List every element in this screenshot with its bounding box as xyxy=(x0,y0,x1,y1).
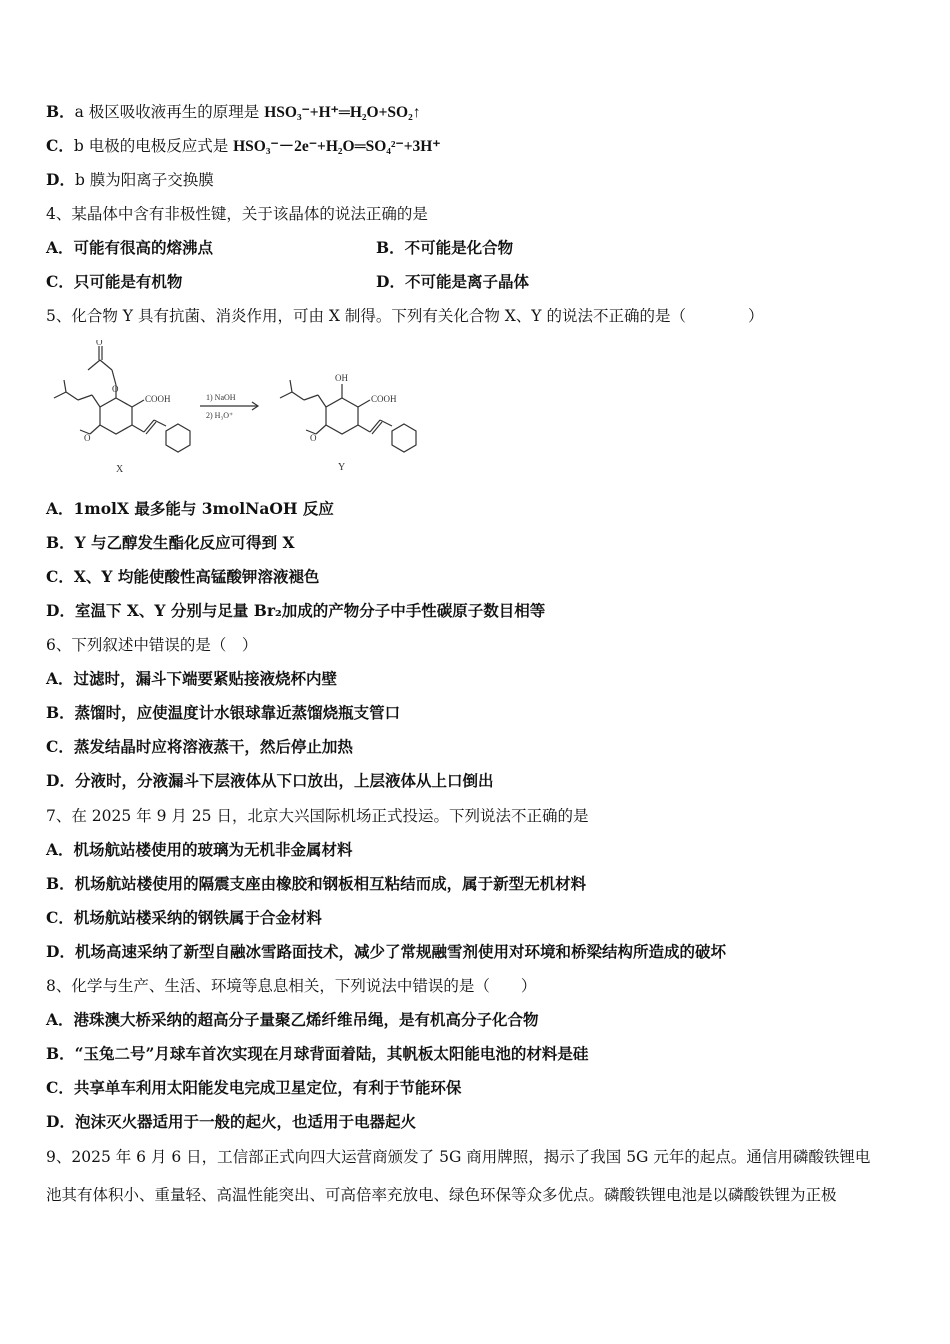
x-methoxy-oxygen-label: O xyxy=(84,433,91,443)
q7-option-d: D．机场高速采纳了新型自融冰雪路面技术，减少了常规融雪剂使用对环境和桥梁结构所造成的破坏 xyxy=(46,942,726,961)
q8-option-d: D．泡沫灭火器适用于一般的起火，也适用于电器起火 xyxy=(46,1112,416,1131)
q6-option-c: C．蒸发结晶时应将溶液蒸干，然后停止加热 xyxy=(46,737,353,756)
q6-option-a: A．过滤时，漏斗下端要紧贴接液烧杯内壁 xyxy=(46,669,338,688)
reagent-2: 2) H₃O⁺ xyxy=(206,411,234,420)
q3-option-c-text: b 电极的电极反应式是 xyxy=(73,137,234,155)
q3-option-b-text: a 极区吸收液再生的原理是 xyxy=(74,103,265,121)
q6-stem: 6、下列叙述中错误的是（ ） xyxy=(46,636,258,654)
q8-option-c: C．共享单车利用太阳能发电完成卫星定位，有利于节能环保 xyxy=(46,1078,462,1097)
q7-option-a: A．机场航站楼使用的玻璃为无机非金属材料 xyxy=(46,840,353,859)
y-oh-label: OH xyxy=(335,373,348,383)
q7-option-c: C．机场航站楼采纳的钢铁属于合金材料 xyxy=(46,908,322,927)
q5-option-a: A．1molX 最多能与 3molNaOH 反应 xyxy=(46,499,334,518)
q7-option-b: B．机场航站楼使用的隔震支座由橡胶和钢板相互粘结而成，属于新型无机材料 xyxy=(46,874,587,893)
q9-stem-line2: 池其有体积小、重量轻、高温性能突出、可高倍率充放电、绿色环保等众多优点。磷酸铁锂电池是以磷酸铁锂为正极 xyxy=(46,1186,837,1204)
x-ester-oxygen-label: O xyxy=(112,384,119,394)
x-benzene-ring xyxy=(100,398,132,434)
q3-option-d-text: b 膜为阳离子交换膜 xyxy=(74,171,214,189)
q3-option-b-label: B． xyxy=(46,102,75,121)
q5-option-b: B．Y 与乙醇发生酯化反应可得到 X xyxy=(46,533,295,552)
compound-x-label: X xyxy=(116,464,124,475)
q4-option-c: C．只可能是有机物 xyxy=(46,272,183,291)
q4-stem: 4、某晶体中含有非极性键，关于该晶体的说法正确的是 xyxy=(46,205,428,223)
q5-option-d: D．室温下 X、Y 分别与足量 Br₂加成的产物分子中手性碳原子数目相等 xyxy=(46,601,546,620)
x-oxygen-label: O xyxy=(96,340,103,347)
q8-stem: 8、化学与生产、生活、环境等息息相关，下列说法中错误的是（ ） xyxy=(46,977,537,995)
q8-option-b: B．“玉兔二号”月球车首次实现在月球背面着陆，其帆板太阳能电池的材料是硅 xyxy=(46,1044,589,1063)
compound-y-label: Y xyxy=(338,462,346,473)
q3-option-d xyxy=(46,169,214,191)
q3-option-c-equation: HSO₃⁻－2e⁻+H₂O═SO₄²⁻+3H⁺ xyxy=(233,138,441,155)
reagent-1: 1) NaOH xyxy=(206,393,236,402)
q3-option-c-label: C． xyxy=(46,136,74,155)
y-cooh-label: COOH xyxy=(371,394,397,404)
x-cooh-label: COOH xyxy=(145,394,171,404)
x-phenyl-ring xyxy=(166,424,190,452)
y-benzene-ring xyxy=(326,398,358,434)
y-methoxy-oxygen-label: O xyxy=(310,433,317,443)
q6-option-d: D．分液时，分液漏斗下层液体从下口放出，上层液体从上口倒出 xyxy=(46,771,494,790)
q3-option-b xyxy=(46,101,421,124)
q7-stem: 7、在 2025 年 9 月 25 日，北京大兴国际机场正式投运。下列说法不正确的是 xyxy=(46,807,589,825)
q3-option-c xyxy=(46,135,441,158)
q5-stem: 5、化合物 Y 具有抗菌、消炎作用，可由 X 制得。下列有关化合物 X、Y 的说法不正确的是（ ） xyxy=(46,307,764,325)
q5-option-c: C．X、Y 均能使酸性高锰酸钾溶液褪色 xyxy=(46,567,320,586)
y-phenyl-ring xyxy=(392,424,416,452)
q4-option-a: A．可能有很高的熔沸点 xyxy=(46,238,214,257)
q6-option-b: B．蒸馏时，应使温度计水银球靠近蒸馏烧瓶支管口 xyxy=(46,703,401,722)
q4-option-d: D．不可能是离子晶体 xyxy=(376,272,529,291)
q8-option-a: A．港珠澳大桥采纳的超高分子量聚乙烯纤维吊绳，是有机高分子化合物 xyxy=(46,1010,539,1029)
q4-option-b: B．不可能是化合物 xyxy=(376,238,514,257)
q3-option-b-equation: HSO₃⁻+H⁺═H₂O+SO₂↑ xyxy=(264,104,421,121)
q5-reaction-scheme xyxy=(44,340,424,485)
q3-option-d-label: D． xyxy=(46,170,75,189)
q9-stem-line1: 9、2025 年 6 月 6 日，工信部正式向四大运营商颁发了 5G 商用牌照，揭示了我国 5G 元年的起点。通信用磷酸铁锂电 xyxy=(46,1148,871,1166)
